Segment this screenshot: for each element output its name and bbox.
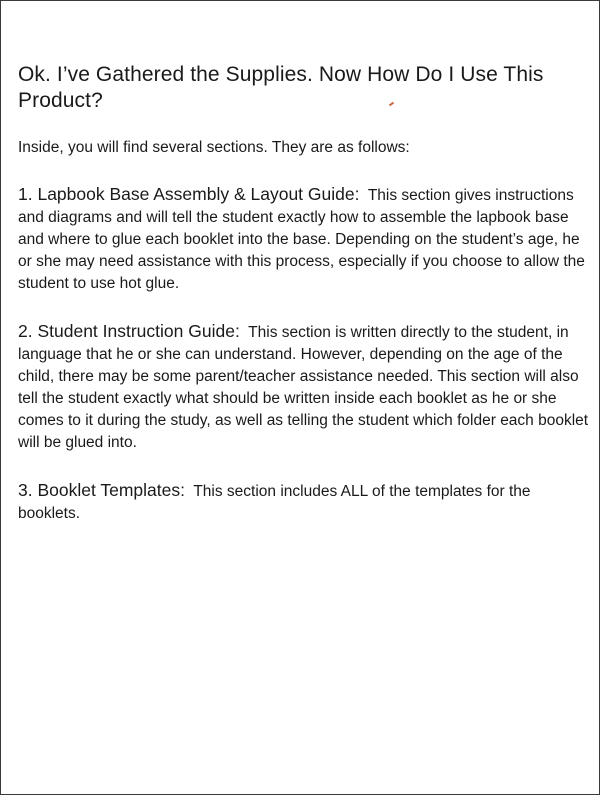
section-booklet-templates <box>18 479 590 525</box>
section-title: 3. Booklet Templates: <box>18 480 185 500</box>
section-title: 1. Lapbook Base Assembly & Layout Guide: <box>18 184 360 204</box>
section-lapbook-base <box>18 183 590 295</box>
section-student-guide <box>18 320 590 454</box>
intro-text: Inside, you will find several sections. They are as follows: <box>18 139 410 156</box>
section-body: This section is written directly to the student, in language that he or she can understand. However, depending on the age of the child, there may be some parent/teacher assistance needed. This section will also tell the student exactly what should be written inside each booklet as he or she comes to it during the study, as well as telling the student which folder each booklet will be glued into. <box>18 324 589 451</box>
section-title: 2. Student Instruction Guide: <box>18 321 240 341</box>
section-body: This section includes ALL of the templates for the booklets. <box>18 483 531 522</box>
section-body: This section gives instructions and diagrams and will tell the student exactly how to assemble the lapbook base and where to glue each booklet into the base. Depending on the student’s age, he or she may need assistance with this process, especially if you choose to allow the student to use hot glue. <box>18 187 585 292</box>
document-body <box>18 62 590 525</box>
page-heading: Ok. I’ve Gathered the Supplies. Now How Do I Use This Product? <box>18 63 544 112</box>
